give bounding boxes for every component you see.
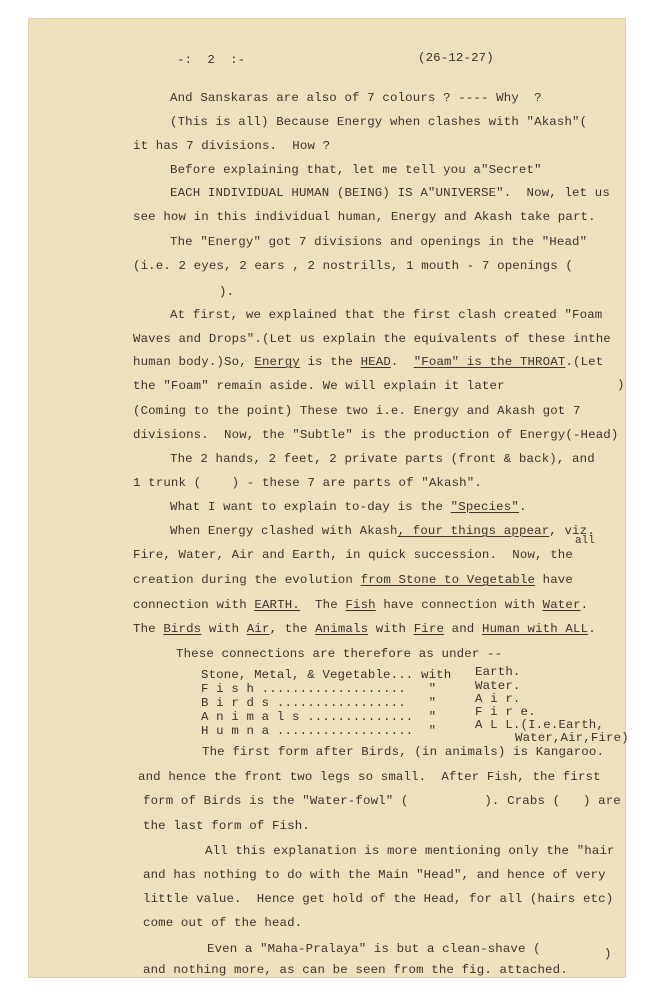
line: human body.)So, Energy is the HEAD. "Foam" is the THROAT.(Let xyxy=(133,355,604,369)
line: These connections are therefore as under -- xyxy=(176,647,503,661)
table-left: F i s h ................... " xyxy=(201,682,437,696)
table-right: Water. xyxy=(475,679,521,693)
table-left: B i r d s ................. " xyxy=(201,696,437,710)
table-left: A n i m a l s .............. " xyxy=(201,710,437,724)
line: creation during the evolution from Stone to Vegetable have xyxy=(133,573,573,587)
table-right: Water,Air,Fire) xyxy=(515,731,629,745)
line: The Birds with Air, the Animals with Fire and Human with ALL. xyxy=(133,622,596,636)
line: And Sanskaras are also of 7 colours ? ---- Why ? xyxy=(170,91,542,105)
line: form of Birds is the "Water-fowl" ( ). Crabs ( ) are xyxy=(143,794,621,808)
line: When Energy clashed with Akash, four things appear, viz. xyxy=(170,524,595,538)
line: At first, we explained that the first clash created "Foam xyxy=(170,308,603,322)
line: (Coming to the point) These two i.e. Energy and Akash got 7 xyxy=(133,404,581,418)
line: and nothing more, as can be seen from the fig. attached. xyxy=(143,963,568,977)
interlinear-insertion: all xyxy=(575,535,595,547)
line: Before explaining that, let me tell you a"Secret" xyxy=(170,163,542,177)
line: the last form of Fish. xyxy=(143,819,310,833)
line: and hence the front two legs so small. After Fish, the first xyxy=(138,770,601,784)
line: it has 7 divisions. How ? xyxy=(133,139,331,153)
page-date: (26-12-27) xyxy=(418,51,494,65)
line: little value. Hence get hold of the Head, for all (hairs etc) xyxy=(143,892,614,906)
line: ). xyxy=(219,285,235,299)
table-left: Stone, Metal, & Vegetable... with xyxy=(201,668,452,682)
line: 1 trunk ( ) - these 7 are parts of "Akash". xyxy=(133,476,482,490)
line: EACH INDIVIDUAL HUMAN (BEING) IS A"UNIVERSE". Now, let us xyxy=(170,186,610,200)
line: ) xyxy=(617,378,625,392)
line: ) xyxy=(604,947,612,961)
table-right: F i r e. xyxy=(475,705,536,719)
line: (i.e. 2 eyes, 2 ears , 2 nostrills, 1 mouth - 7 openings ( xyxy=(133,259,573,273)
line: Waves and Drops".(Let us explain the equivalents of these inthe xyxy=(133,332,611,346)
line: Fire, Water, Air and Earth, in quick succession. Now, the xyxy=(133,548,573,562)
line: What I want to explain to-day is the "Species". xyxy=(170,500,527,514)
line: divisions. Now, the "Subtle" is the production of Energy(-Head) xyxy=(133,428,619,442)
page-number: -: 2 :- xyxy=(177,53,246,67)
line: (This is all) Because Energy when clashes with "Akash"( xyxy=(170,115,588,129)
table-right: Earth. xyxy=(475,665,521,679)
line: connection with EARTH. The Fish have connection with Water. xyxy=(133,598,589,612)
line: and has nothing to do with the Main "Head", and hence of very xyxy=(143,868,606,882)
line: The first form after Birds, (in animals) is Kangaroo. xyxy=(202,745,605,759)
line: All this explanation is more mentioning only the "hair xyxy=(205,844,615,858)
line: Even a "Maha-Pralaya" is but a clean-shave ( xyxy=(207,942,541,956)
line: The 2 hands, 2 feet, 2 private parts (front & back), and xyxy=(170,452,595,466)
table-right: A L L.(I.e.Earth, xyxy=(475,718,604,732)
table-right: A i r. xyxy=(475,692,521,706)
line: the "Foam" remain aside. We will explain it later xyxy=(133,379,505,393)
table-left: H u m n a .................. " xyxy=(201,724,437,738)
line: see how in this individual human, Energy and Akash take part. xyxy=(133,210,596,224)
line: come out of the head. xyxy=(143,916,303,930)
line: The "Energy" got 7 divisions and openings in the "Head" xyxy=(170,235,588,249)
